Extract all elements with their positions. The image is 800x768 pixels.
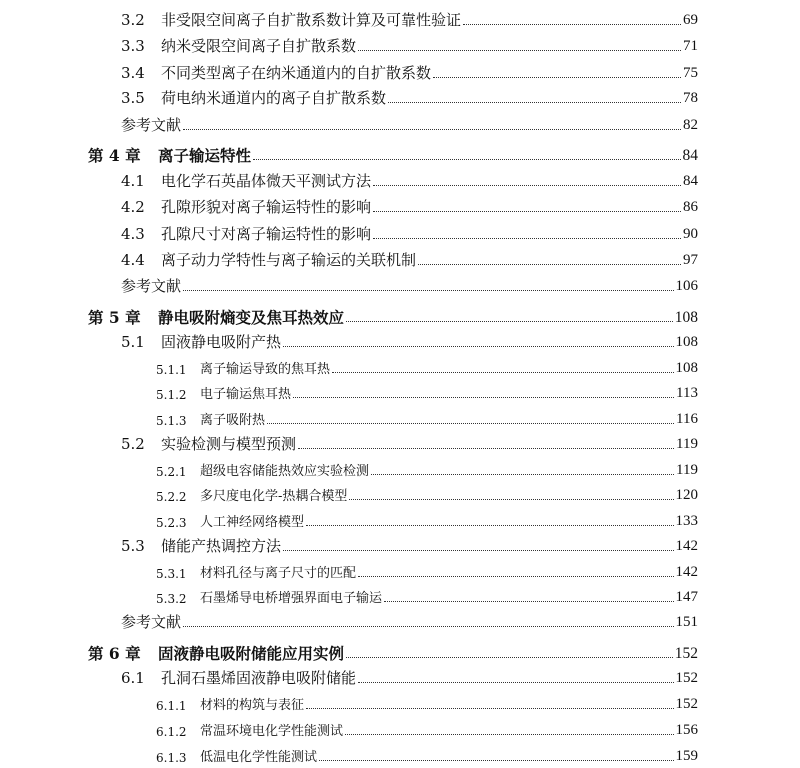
dot-leader <box>293 396 674 398</box>
toc-entry[interactable] <box>121 330 698 350</box>
toc-entry-number: 5.1.1 <box>156 363 187 377</box>
toc-entry-page-number: 78 <box>683 90 698 106</box>
toc-entry-page-number: 151 <box>675 614 698 630</box>
toc-entry[interactable] <box>121 195 698 215</box>
toc-entry-number: 5.2.1 <box>156 465 187 479</box>
toc-entry-number: 5.2.3 <box>156 516 187 530</box>
dot-leader <box>183 128 681 130</box>
toc-entry-number: 5.3.1 <box>156 567 187 581</box>
dot-leader <box>283 345 673 347</box>
toc-entry-title: 储能产热调控方法 <box>161 537 282 555</box>
toc-entry-number: 3.3 <box>121 37 145 55</box>
toc-entry-title: 参考文献 <box>121 613 182 631</box>
dot-leader <box>306 524 673 526</box>
toc-entry[interactable] <box>156 509 698 529</box>
toc-entry-page-number: 152 <box>675 696 698 712</box>
dot-leader <box>332 371 673 373</box>
dot-leader <box>388 101 681 103</box>
toc-entry-page-number: 69 <box>683 12 698 28</box>
toc-entry-title: 离子输运导致的焦耳热 <box>200 362 331 377</box>
toc-entry-page-number: 142 <box>675 538 698 554</box>
toc-entry-number: 5.1.3 <box>156 414 187 428</box>
toc-entry[interactable] <box>121 248 698 268</box>
toc-entry-title: 电子输运焦耳热 <box>200 387 292 402</box>
toc-references-row[interactable] <box>121 113 698 133</box>
toc-entry-page-number: 97 <box>683 252 698 268</box>
toc-entry-title: 人工神经网络模型 <box>200 515 305 530</box>
toc-entry[interactable] <box>156 458 698 478</box>
toc-entry-number: 5.2.2 <box>156 490 187 504</box>
toc-entry[interactable] <box>88 305 698 325</box>
toc-entry[interactable] <box>156 381 698 401</box>
dot-leader <box>283 549 673 551</box>
toc-entry-title: 材料孔径与离子尺寸的匹配 <box>200 566 357 581</box>
toc-entry[interactable] <box>121 86 698 106</box>
toc-entry-number: 6.1.3 <box>156 751 187 765</box>
toc-entry-page-number: 142 <box>675 564 698 580</box>
toc-entry[interactable] <box>121 222 698 242</box>
toc-entry-number: 4.4 <box>121 251 145 269</box>
toc-entry-number: 5.1.2 <box>156 388 187 402</box>
toc-entry-number: 5.2 <box>121 435 145 453</box>
dot-leader <box>358 49 681 51</box>
toc-entry-page-number: 82 <box>683 117 698 133</box>
toc-entry-page-number: 119 <box>676 436 698 452</box>
toc-entry[interactable] <box>121 34 698 54</box>
toc-entry-page-number: 71 <box>683 38 698 54</box>
toc-entry-title: 荷电纳米通道内的离子自扩散系数 <box>161 89 387 107</box>
toc-entry-page-number: 133 <box>675 513 698 529</box>
dot-leader <box>373 210 681 212</box>
toc-entry-title: 离子动力学特性与离子输运的关联机制 <box>161 251 417 269</box>
toc-entry-title: 多尺度电化学-热耦合模型 <box>200 489 348 504</box>
toc-entry-page-number: 152 <box>674 644 698 662</box>
toc-entry-title: 静电吸附熵变及焦耳热效应 <box>158 307 345 327</box>
toc-entry[interactable] <box>88 641 698 661</box>
toc-entry[interactable] <box>121 534 698 554</box>
toc-entry[interactable] <box>156 718 698 738</box>
dot-leader <box>319 759 673 761</box>
toc-entry[interactable] <box>156 407 698 427</box>
toc-entry-number: 5.1 <box>121 333 145 351</box>
toc-entry-page-number: 90 <box>683 226 698 242</box>
toc-entry-number: 4.1 <box>121 172 145 190</box>
toc-entry-page-number: 86 <box>683 199 698 215</box>
toc-entry[interactable] <box>121 169 698 189</box>
toc-entry-number: 第 5 章 <box>88 307 141 327</box>
toc-entry-number: 3.2 <box>121 11 145 29</box>
dot-leader <box>183 625 673 627</box>
toc-entry-title: 低温电化学性能测试 <box>200 750 318 765</box>
toc-entry-page-number: 108 <box>675 360 698 376</box>
toc-entry-title: 孔洞石墨烯固液静电吸附储能 <box>161 669 357 687</box>
toc-entry-page-number: 152 <box>675 670 698 686</box>
toc-entry[interactable] <box>156 560 698 580</box>
dot-leader <box>267 422 674 424</box>
dot-leader <box>433 76 681 78</box>
dot-leader <box>373 184 681 186</box>
toc-entry-page-number: 159 <box>675 748 698 764</box>
toc-entry-title: 石墨烯导电桥增强界面电子输运 <box>200 591 383 606</box>
toc-entry[interactable] <box>121 61 698 81</box>
dot-leader <box>298 447 674 449</box>
toc-entry-number: 4.3 <box>121 225 145 243</box>
toc-entry-page-number: 116 <box>676 411 698 427</box>
toc-entry-number: 6.1.2 <box>156 725 187 739</box>
toc-entry-page-number: 113 <box>676 385 698 401</box>
toc-entry[interactable] <box>156 692 698 712</box>
dot-leader <box>345 733 673 735</box>
dot-leader <box>371 473 674 475</box>
toc-entry-title: 参考文献 <box>121 277 182 295</box>
toc-entry-title: 常温环境电化学性能测试 <box>200 724 344 739</box>
toc-entry[interactable] <box>88 143 698 163</box>
toc-entry-number: 3.4 <box>121 64 145 82</box>
toc-entry-title: 参考文献 <box>121 116 182 134</box>
dot-leader <box>346 320 673 322</box>
toc-entry-number: 3.5 <box>121 89 145 107</box>
dot-leader <box>358 681 673 683</box>
dot-leader <box>349 498 673 500</box>
toc-entry-title: 超级电容储能热效应实验检测 <box>200 464 370 479</box>
toc-entry-title: 离子输运特性 <box>158 145 252 165</box>
toc-entry-number: 5.3.2 <box>156 592 187 606</box>
toc-entry-number: 6.1.1 <box>156 699 187 713</box>
toc-entry[interactable] <box>156 356 698 376</box>
toc-entry-page-number: 156 <box>675 722 698 738</box>
dot-leader <box>306 707 673 709</box>
toc-entry-page-number: 119 <box>676 462 698 478</box>
dot-leader <box>373 237 681 239</box>
dot-leader <box>183 289 673 291</box>
toc-entry[interactable] <box>156 744 698 764</box>
toc-entry[interactable] <box>156 585 698 605</box>
toc-entry-title: 固液静电吸附产热 <box>161 333 282 351</box>
toc-entry-page-number: 75 <box>683 65 698 81</box>
toc-entry-title: 实验检测与模型预测 <box>161 435 297 453</box>
toc-entry-title: 孔隙形貌对离子输运特性的影响 <box>161 198 372 216</box>
toc-entry-number: 6.1 <box>121 669 145 687</box>
toc-entry-page-number: 120 <box>675 487 698 503</box>
toc-entry[interactable] <box>121 666 698 686</box>
toc-entry-title: 孔隙尺寸对离子输运特性的影响 <box>161 225 372 243</box>
toc-entry-number: 4.2 <box>121 198 145 216</box>
toc-entry-page-number: 84 <box>682 146 698 164</box>
toc-entry-page-number: 108 <box>675 334 698 350</box>
dot-leader <box>463 23 681 25</box>
dot-leader <box>253 158 680 160</box>
toc-references-row[interactable] <box>121 610 698 630</box>
toc-entry[interactable] <box>121 432 698 452</box>
toc-entry-page-number: 106 <box>675 278 698 294</box>
toc-entry-page-number: 147 <box>675 589 698 605</box>
dot-leader <box>384 600 673 602</box>
toc-entry-number: 5.3 <box>121 537 145 555</box>
toc-entry-title: 纳米受限空间离子自扩散系数 <box>161 37 357 55</box>
toc-entry[interactable] <box>121 8 698 28</box>
toc-entry-page-number: 108 <box>674 308 698 326</box>
toc-entry-number: 第 6 章 <box>88 643 141 663</box>
dot-leader <box>358 575 673 577</box>
toc-entry-title: 材料的构筑与表征 <box>200 698 305 713</box>
toc-references-row[interactable] <box>121 274 698 294</box>
dot-leader <box>418 263 681 265</box>
toc-entry-title: 离子吸附热 <box>200 413 266 428</box>
dot-leader <box>346 656 673 658</box>
toc-entry[interactable] <box>156 483 698 503</box>
toc-entry-title: 非受限空间离子自扩散系数计算及可靠性验证 <box>161 11 462 29</box>
toc-entry-title: 电化学石英晶体微天平测试方法 <box>161 172 372 190</box>
toc-entry-page-number: 84 <box>683 173 698 189</box>
toc-entry-number: 第 4 章 <box>88 145 141 165</box>
toc-entry-title: 不同类型离子在纳米通道内的自扩散系数 <box>161 64 432 82</box>
toc-entry-title: 固液静电吸附储能应用实例 <box>158 643 345 663</box>
